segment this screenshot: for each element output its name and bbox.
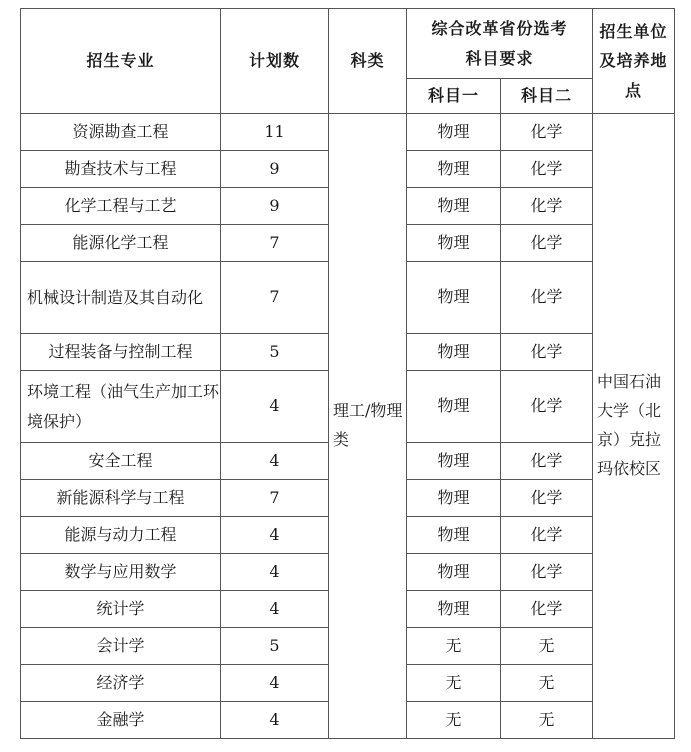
subject1-cell: 物理 <box>407 443 501 480</box>
subject1-cell: 无 <box>407 702 501 739</box>
major-cell: 过程装备与控制工程 <box>21 334 221 371</box>
major-cell: 统计学 <box>21 591 221 628</box>
subject1-cell: 物理 <box>407 371 501 443</box>
major-cell: 金融学 <box>21 702 221 739</box>
plan-cell: 9 <box>221 151 329 188</box>
subject2-cell: 化学 <box>501 334 593 371</box>
subject1-cell: 物理 <box>407 554 501 591</box>
subject2-cell: 化学 <box>501 114 593 151</box>
subject2-cell: 无 <box>501 628 593 665</box>
subject1-cell: 无 <box>407 665 501 702</box>
subject2-cell: 化学 <box>501 517 593 554</box>
subject1-cell: 物理 <box>407 188 501 225</box>
plan-cell: 5 <box>221 334 329 371</box>
subject1-cell: 物理 <box>407 114 501 151</box>
subject2-cell: 化学 <box>501 371 593 443</box>
subject2-cell: 化学 <box>501 443 593 480</box>
plan-cell: 4 <box>221 517 329 554</box>
plan-cell: 4 <box>221 591 329 628</box>
plan-cell: 4 <box>221 554 329 591</box>
major-cell: 资源勘查工程 <box>21 114 221 151</box>
plan-cell: 4 <box>221 665 329 702</box>
subject1-cell: 物理 <box>407 334 501 371</box>
major-cell: 能源化学工程 <box>21 225 221 262</box>
header-major: 招生专业 <box>21 9 221 114</box>
plan-cell: 4 <box>221 702 329 739</box>
header-category: 科类 <box>329 9 407 114</box>
subject1-cell: 物理 <box>407 262 501 334</box>
major-cell: 能源与动力工程 <box>21 517 221 554</box>
major-cell: 勘查技术与工程 <box>21 151 221 188</box>
plan-cell: 5 <box>221 628 329 665</box>
subject1-cell: 无 <box>407 628 501 665</box>
subject2-cell: 化学 <box>501 480 593 517</box>
major-cell: 机械设计制造及其自动化 <box>21 262 221 334</box>
major-cell: 经济学 <box>21 665 221 702</box>
plan-cell: 4 <box>221 371 329 443</box>
subject2-cell: 化学 <box>501 151 593 188</box>
table-header <box>21 9 675 114</box>
subject2-cell: 化学 <box>501 188 593 225</box>
subject2-cell: 化学 <box>501 225 593 262</box>
plan-cell: 7 <box>221 225 329 262</box>
major-cell: 化学工程与工艺 <box>21 188 221 225</box>
major-cell: 会计学 <box>21 628 221 665</box>
plan-cell: 9 <box>221 188 329 225</box>
subject2-cell: 无 <box>501 665 593 702</box>
header-subject-1: 科目一 <box>407 79 501 114</box>
header-plan: 计划数 <box>221 9 329 114</box>
major-cell: 安全工程 <box>21 443 221 480</box>
subject1-cell: 物理 <box>407 151 501 188</box>
header-subject-2: 科目二 <box>501 79 593 114</box>
plan-cell: 7 <box>221 480 329 517</box>
location-cell: 中国石油大学（北京）克拉玛依校区 <box>593 114 675 739</box>
subject2-cell: 化学 <box>501 591 593 628</box>
subject2-cell: 无 <box>501 702 593 739</box>
subject1-cell: 物理 <box>407 517 501 554</box>
major-cell: 数学与应用数学 <box>21 554 221 591</box>
subject1-cell: 物理 <box>407 591 501 628</box>
table-row <box>21 114 675 151</box>
category-cell: 理工/物理类 <box>329 114 407 739</box>
major-cell: 新能源科学与工程 <box>21 480 221 517</box>
subject1-cell: 物理 <box>407 225 501 262</box>
table-body <box>21 114 675 739</box>
header-subject-requirement: 综合改革省份选考科目要求 <box>407 9 593 79</box>
subject1-cell: 物理 <box>407 480 501 517</box>
subject2-cell: 化学 <box>501 262 593 334</box>
header-location: 招生单位及培养地点 <box>593 9 675 114</box>
subject2-cell: 化学 <box>501 554 593 591</box>
plan-cell: 4 <box>221 443 329 480</box>
admission-table <box>20 8 675 739</box>
major-cell: 环境工程（油气生产加工环境保护） <box>21 371 221 443</box>
plan-cell: 7 <box>221 262 329 334</box>
plan-cell: 11 <box>221 114 329 151</box>
